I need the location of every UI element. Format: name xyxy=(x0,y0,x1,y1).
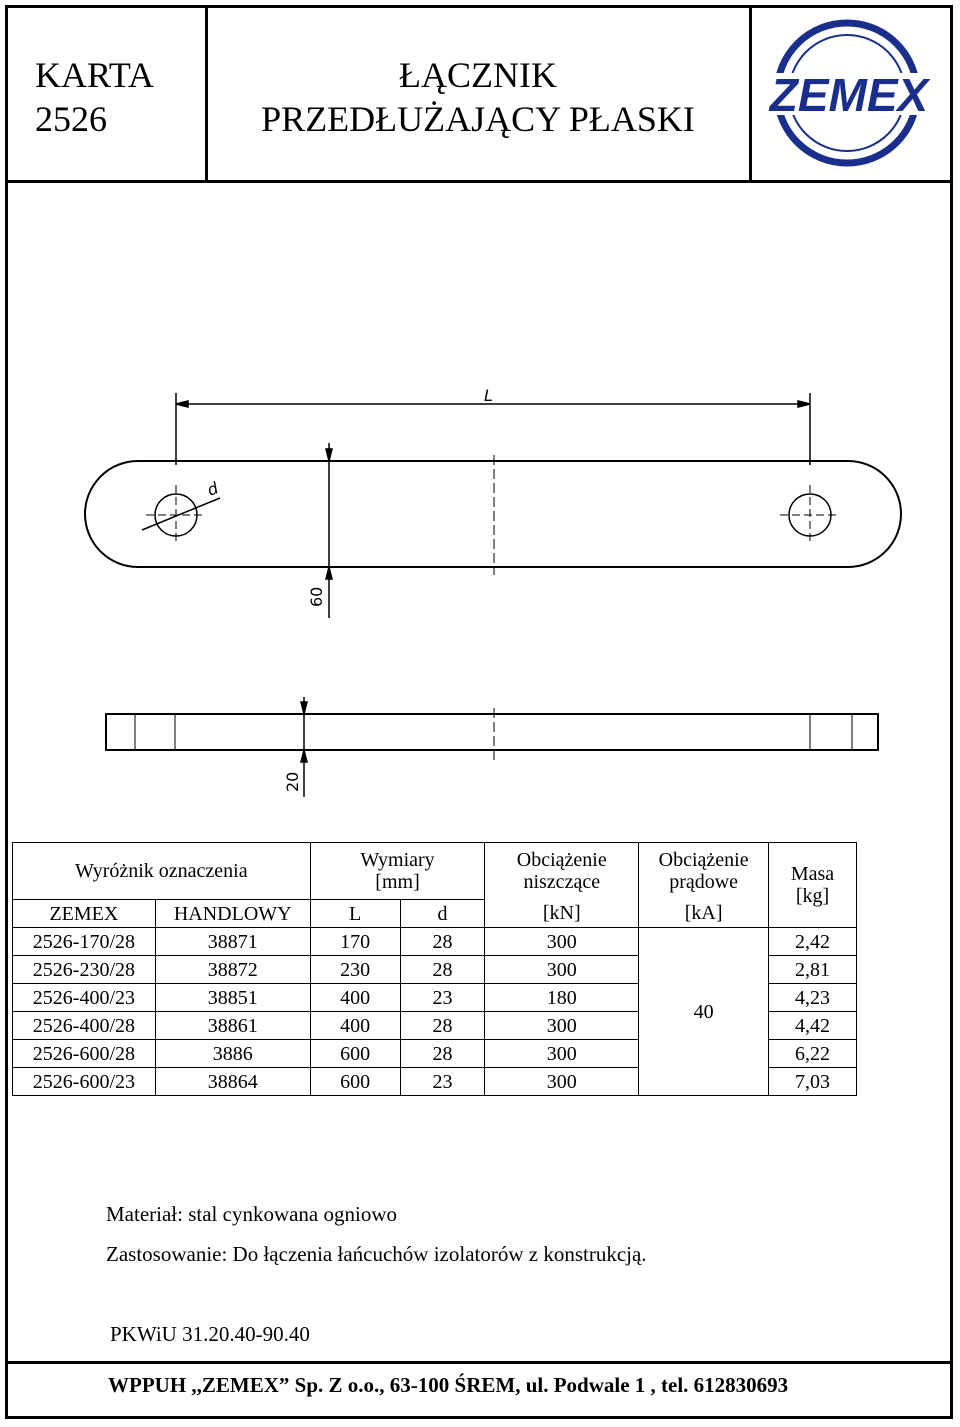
cell-L: 170 xyxy=(310,928,400,956)
cell-handlowy: 38872 xyxy=(155,956,310,984)
cell-handlowy: 38861 xyxy=(155,1012,310,1040)
pkwiu-code: PKWiU 31.20.40-90.40 xyxy=(110,1322,310,1346)
header-L: L xyxy=(310,900,400,928)
cell-d: 28 xyxy=(400,928,485,956)
dimension-label-60: 60 xyxy=(307,586,326,607)
cell-kn: 300 xyxy=(485,1068,639,1096)
cell-d: 23 xyxy=(400,1068,485,1096)
cell-L: 230 xyxy=(310,956,400,984)
company-footer: WPPUH ,,ZEMEX” Sp. Z o.o., 63-100 ŚREM, ul. Podwale 1 , tel. 612830693 xyxy=(108,1373,789,1397)
cell-masa: 4,42 xyxy=(769,1012,857,1040)
cell-kn: 300 xyxy=(485,1012,639,1040)
cell-handlowy: 38864 xyxy=(155,1068,310,1096)
material-text: Materiał: stal cynkowana ogniowo xyxy=(106,1202,398,1226)
cell-kn: 300 xyxy=(485,1040,639,1068)
specification-table xyxy=(12,842,857,1096)
cell-L: 400 xyxy=(310,1012,400,1040)
logo-text: ZEMEX xyxy=(769,69,929,121)
header-d: d xyxy=(400,900,485,928)
application-text: Zastosowanie: Do łączenia łańcuchów izolatorów z konstrukcją. xyxy=(106,1242,647,1266)
cell-L: 600 xyxy=(310,1068,400,1096)
cell-masa: 6,22 xyxy=(769,1040,857,1068)
cell-masa: 7,03 xyxy=(769,1068,857,1096)
cell-zemex: 2526-600/28 xyxy=(13,1040,156,1068)
cell-zemex: 2526-600/23 xyxy=(13,1068,156,1096)
card-label: KARTA xyxy=(35,55,154,95)
cell-zemex: 2526-400/28 xyxy=(13,1012,156,1040)
header-breaking-load: Obciążenie niszczące xyxy=(485,843,639,900)
cell-d: 23 xyxy=(400,984,485,1012)
table-subheader-row xyxy=(13,900,857,928)
cell-d: 28 xyxy=(400,956,485,984)
dimension-label-d: d xyxy=(204,478,221,500)
header-kn: [kN] xyxy=(485,900,639,928)
card-id: 2526 xyxy=(35,99,107,139)
cell-current-load: 40 xyxy=(639,928,769,1096)
cell-d: 28 xyxy=(400,1012,485,1040)
header-ka: [kA] xyxy=(639,900,769,928)
cell-masa: 4,23 xyxy=(769,984,857,1012)
title-line-2: PRZEDŁUŻAJĄCY PŁASKI xyxy=(261,99,695,139)
cell-kn: 300 xyxy=(485,956,639,984)
header-designation: Wyróżnik oznaczenia xyxy=(13,843,311,900)
cell-L: 400 xyxy=(310,984,400,1012)
header-dimensions: Wymiary [mm] xyxy=(310,843,485,900)
header-zemex: ZEMEX xyxy=(13,900,156,928)
header-handlowy: HANDLOWY xyxy=(155,900,310,928)
footer-divider xyxy=(5,1361,953,1364)
cell-d: 28 xyxy=(400,1040,485,1068)
table-header-row xyxy=(13,843,857,900)
title-line-1: ŁĄCZNIK xyxy=(399,55,557,95)
cell-zemex: 2526-400/23 xyxy=(13,984,156,1012)
cell-zemex: 2526-230/28 xyxy=(13,956,156,984)
cell-kn: 300 xyxy=(485,928,639,956)
cell-handlowy: 3886 xyxy=(155,1040,310,1068)
header-current-load: Obciążenie prądowe xyxy=(639,843,769,900)
cell-masa: 2,81 xyxy=(769,956,857,984)
cell-masa: 2,42 xyxy=(769,928,857,956)
dimension-label-20: 20 xyxy=(283,771,302,792)
cell-handlowy: 38871 xyxy=(155,928,310,956)
header-mass: Masa [kg] xyxy=(769,843,857,928)
cell-kn: 180 xyxy=(485,984,639,1012)
cell-L: 600 xyxy=(310,1040,400,1068)
cell-handlowy: 38851 xyxy=(155,984,310,1012)
dimension-label-L: L xyxy=(484,386,493,405)
table-row xyxy=(13,928,857,956)
cell-zemex: 2526-170/28 xyxy=(13,928,156,956)
